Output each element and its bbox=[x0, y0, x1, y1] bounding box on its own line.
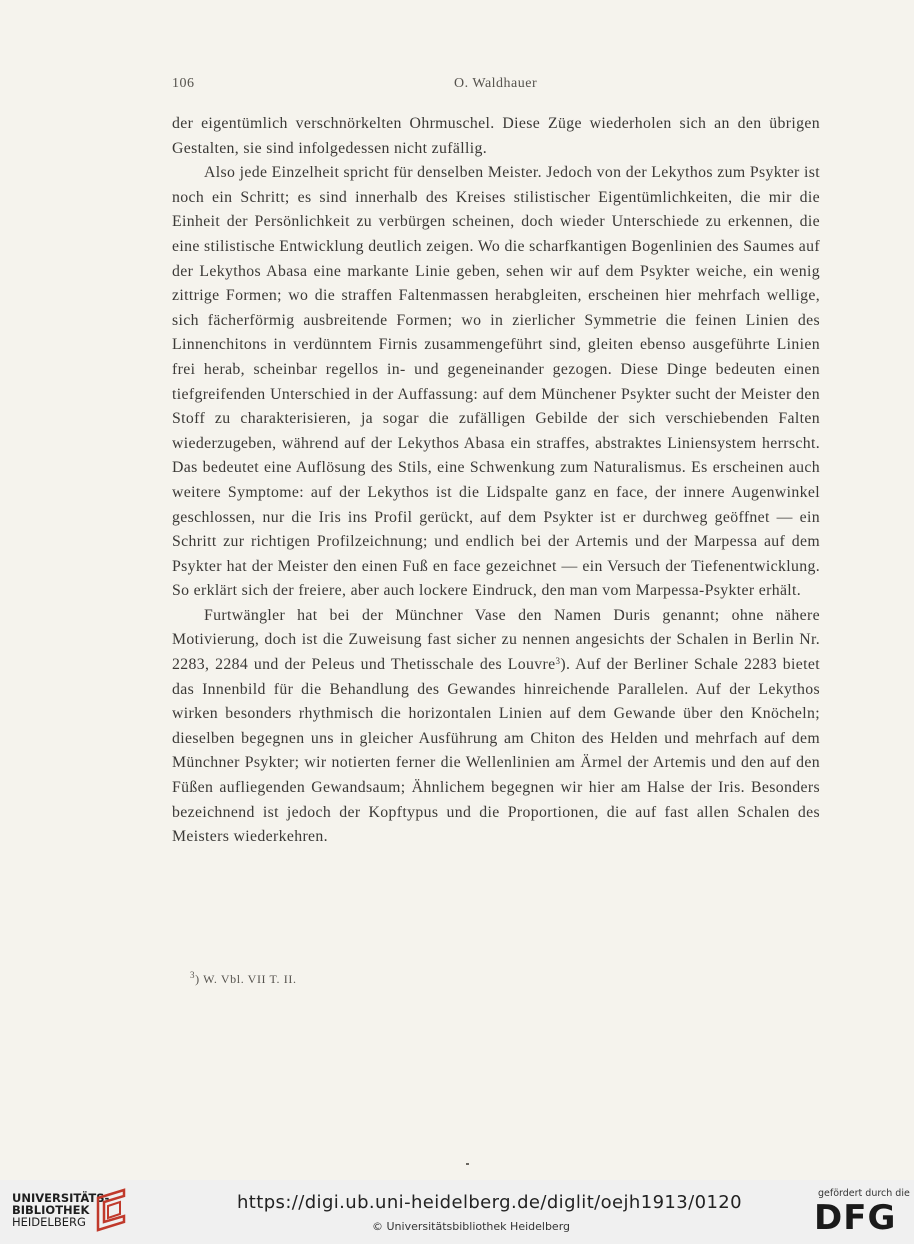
footnote-marker: 3 bbox=[190, 970, 196, 980]
body-text bbox=[172, 112, 820, 850]
footnote bbox=[190, 972, 297, 987]
library-line-2: BIBLIOTHEK bbox=[12, 1203, 90, 1217]
library-line-1: UNIVERSITÄTS- bbox=[12, 1191, 110, 1205]
footnote-reference: 3 bbox=[555, 656, 561, 667]
copyright-notice: © Universitätsbibliothek Heidelberg bbox=[372, 1220, 571, 1233]
paragraph-2: Also jede Einzelheit spricht für denselben Meister. Jedoch von der Lekythos zum Psykter ist noch ein Schritt; es sind innerhalb des Kreises stilistischer Eigentümlichkeiten, die mir die Einheit der Persönlichkeit zu verbürgen scheinen, doch wieder Unterschiede zu erkennen, die eine stilistische Entwicklung deutlich zeigen. Wo die scharfkantigen Bogenlinien des Saumes auf der Lekythos Abasa eine markante Linie geben, sehen wir auf dem Psykter weiche, ein wenig zittrige Formen; wo die straffen Faltenmassen herabgleiten, erscheinen hier mehrfach wellige, sich fächerförmig ausbreitende Formen; wo in zierlicher Symmetrie die feinen Linien des Linnenchitons in verdünntem Firnis zusammengeführt sind, gleiten ebenso ausgeführte Linien frei herab, scheinbar regellos in- und gegeneinander gezogen. Diese Dinge bedeuten einen tiefgreifenden Unterschied in der Auffassung: auf dem Münchener Psykter sucht der Meister den Stoff zu charakterisieren, ja sogar die zufälligen Gebilde der sich verschiebenden Falten wiederzugeben, während auf der Lekythos Abasa ein straffes, abstraktes Liniensystem herrscht. Das bedeutet eine Auflösung des Stils, eine Schwenkung zum Naturalismus. Es erscheinen auch weitere Symptome: auf der Lekythos ist die Lidspalte ganz en face, der innere Augenwinkel geschlossen, nur die Iris ins Profil gerückt, auf dem Psykter ist er durchweg geöffnet — ein Schritt zur richtigen Profilzeichnung; und endlich bei der Artemis und der Marpessa auf dem Psykter hat der Meister den einen Fuß en face gezeichnet — ein Versuch der Tiefenentwicklung. So erklärt sich der freiere, aber auch lockere Eindruck, den man vom Marpessa-Psykter erhält. bbox=[172, 164, 820, 600]
paragraph-3-part-2: ). Auf der Berliner Schale 2283 bietet das Innenbild für die Behandlung des Gewandes hinreichende Parallelen. Auf der Lekythos wirken besonders rhythmisch die horizontalen Linien auf dem Gewande über den Knöcheln; dieselben begegnen uns in gleicher Ausführung am Chiton des Helden und mehrfach auf dem Münchner Psykter; wir notierten ferner die Wellenlinien am Ärmel der Artemis und den auf den Füßen aufliegenden Gewandsaum; Ähnlichem begegnen wir hier am Halse der Iris. Besonders bezeichnend ist jedoch der Kopftypus und die Proportionen, die auf fast allen Schalen des Meisters wiederkehren. bbox=[172, 656, 820, 846]
running-head bbox=[172, 76, 822, 96]
permalink-url[interactable]: https://digi.ub.uni-heidelberg.de/diglit/oejh1913/0120 bbox=[237, 1192, 742, 1213]
library-logo-icon bbox=[94, 1188, 128, 1234]
paragraph-1: der eigentümlich verschnörkelten Ohrmuschel. Diese Züge wiederholen sich an den übrigen Gestalten, sie sind infolgedessen nicht zufällig. bbox=[172, 115, 820, 157]
funded-by-label: gefördert durch die bbox=[818, 1188, 910, 1199]
paragraph-3 bbox=[172, 604, 820, 850]
dfg-logo[interactable]: DFG bbox=[814, 1198, 897, 1238]
footnote-text: ) W. Vbl. VII T. II. bbox=[195, 972, 297, 986]
running-head-author: O. Waldhauer bbox=[454, 76, 538, 91]
paragraph-3-part-1: Furtwängler hat bei der Münchner Vase den Namen Duris genannt; ohne nähere Motivierung, doch ist die Zuweisung fast sicher zu nennen angesichts der Schalen in Berlin Nr. 2283, 2284 und der Peleus und Thetisschale des Louvre bbox=[172, 606, 820, 674]
page-number: 106 bbox=[172, 76, 195, 91]
viewer-footer bbox=[0, 1180, 914, 1244]
page-speck bbox=[466, 1163, 469, 1165]
library-line-3: HEIDELBERG bbox=[12, 1215, 86, 1229]
